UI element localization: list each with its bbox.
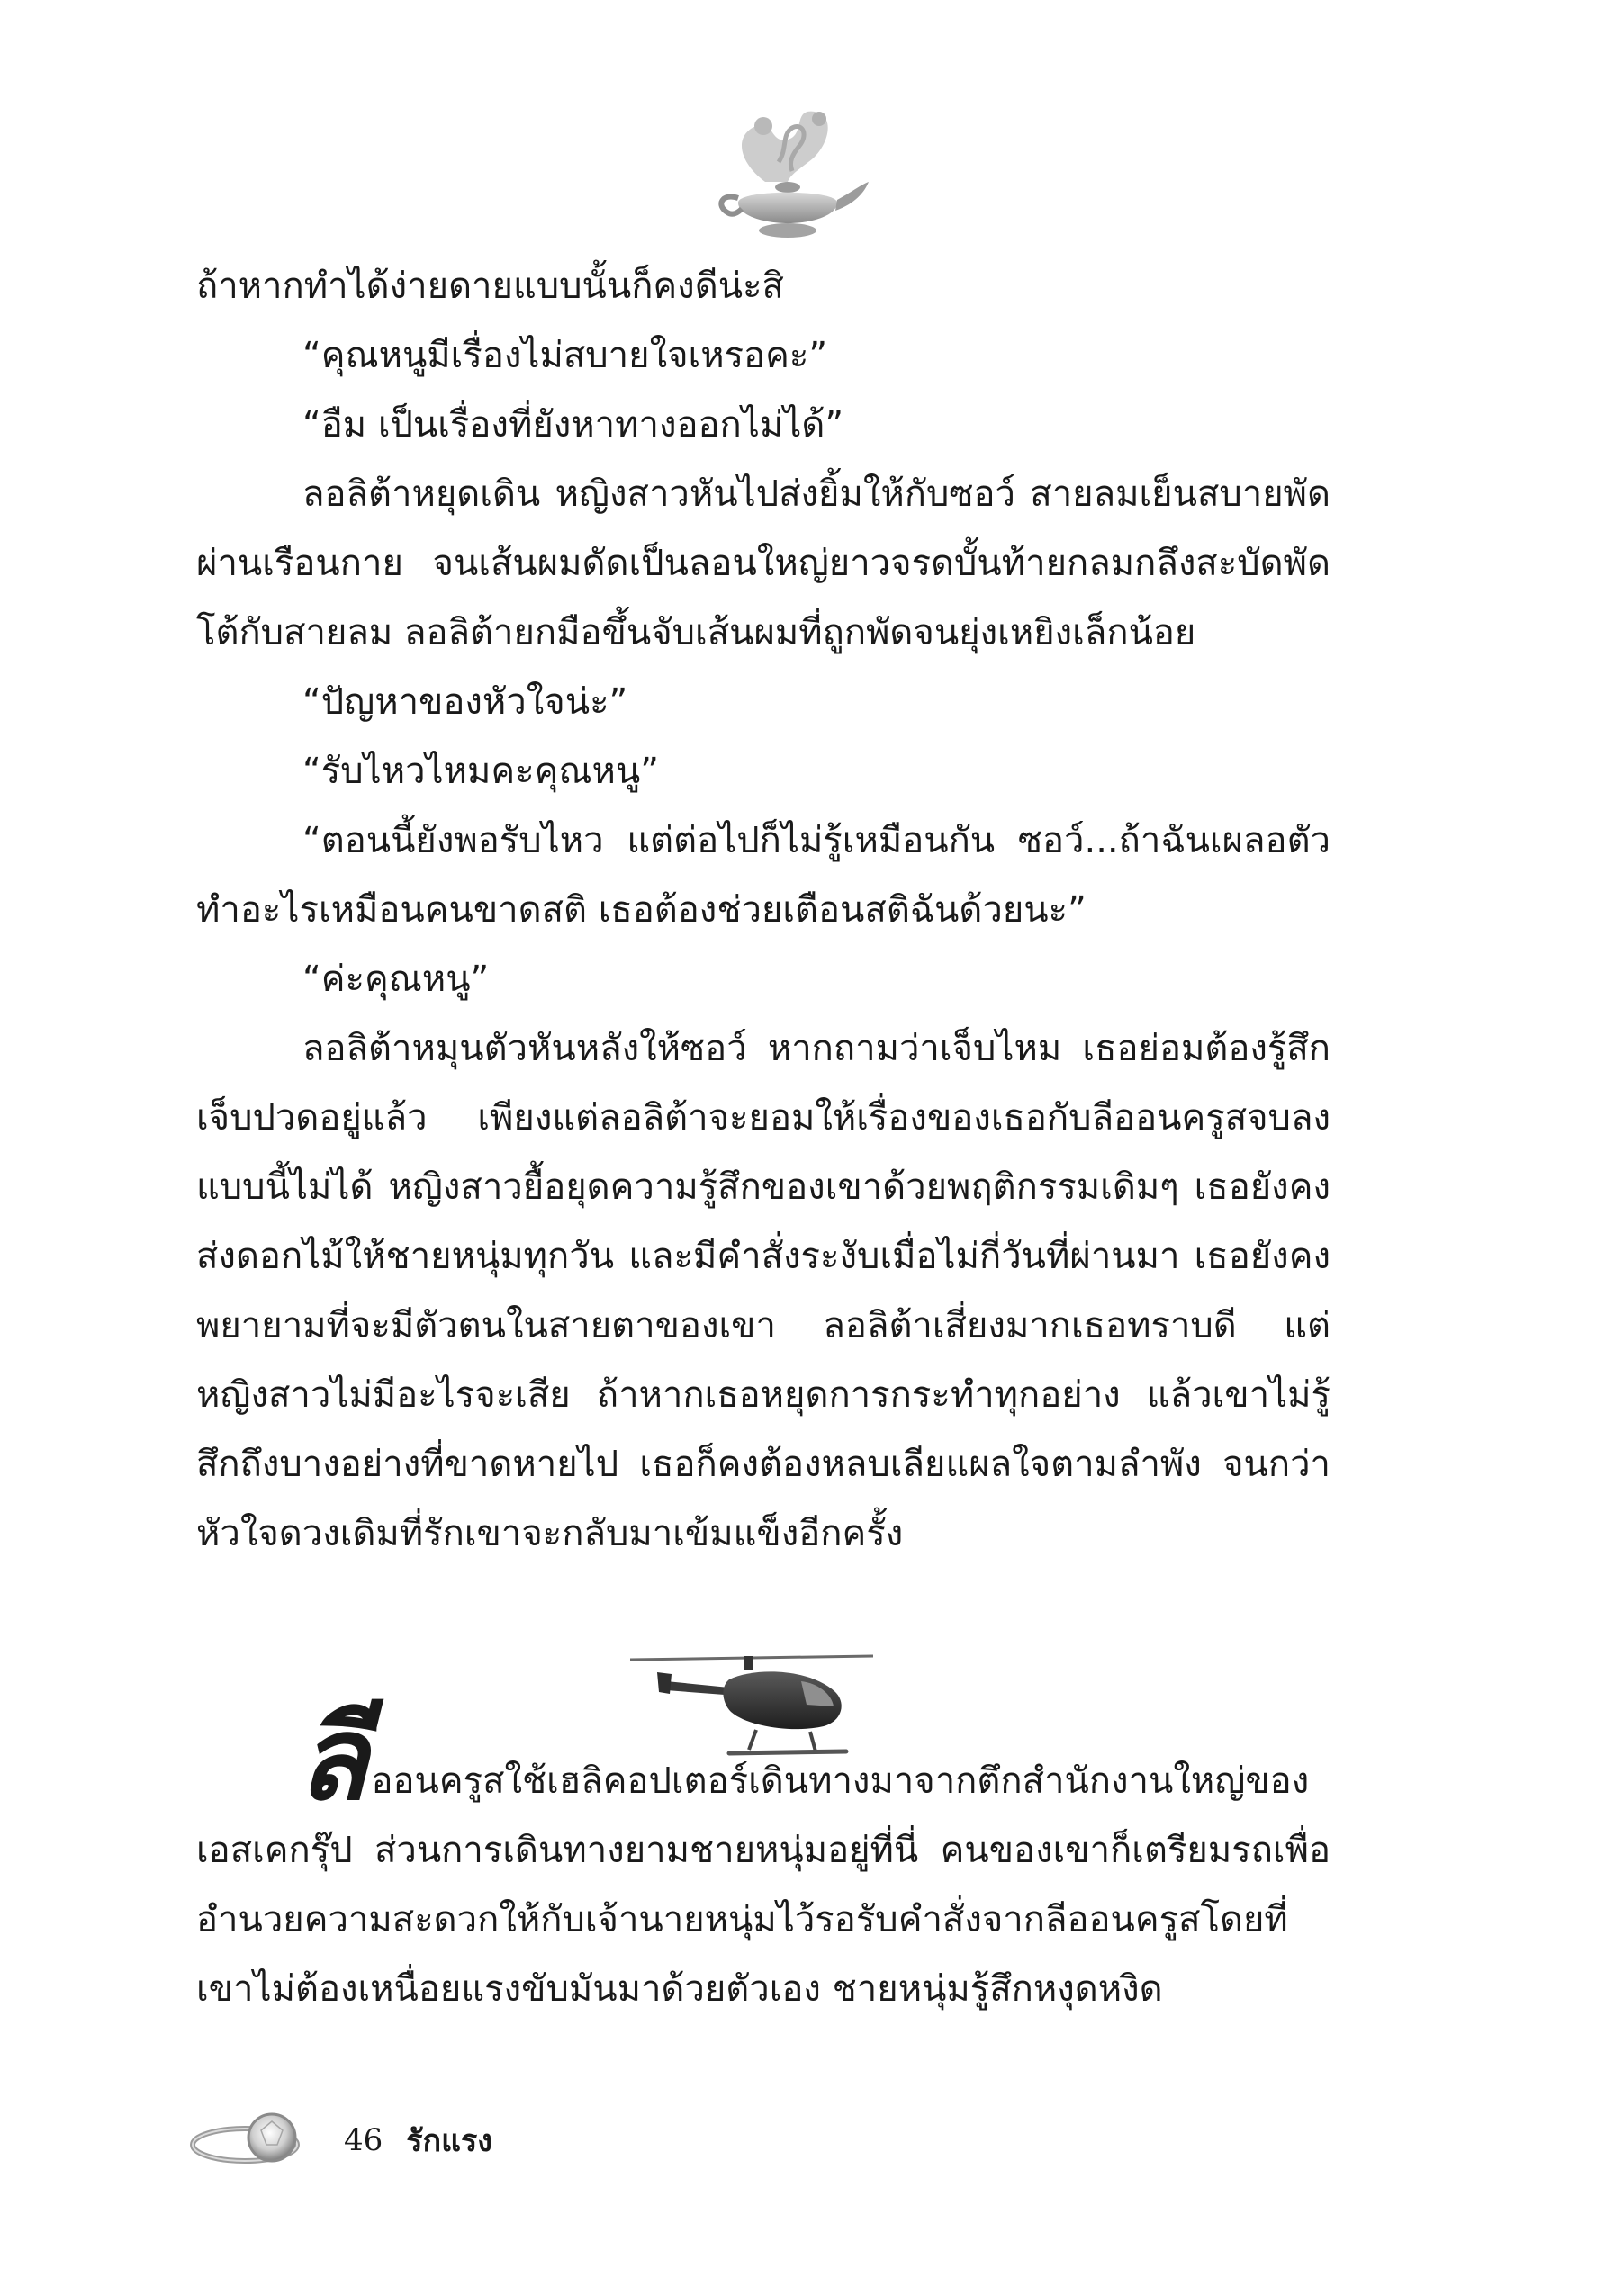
section-two [196,1692,1330,2024]
paragraph: ลอลิต้าหมุนตัวหันหลังให้ซอว์ หากถามว่าเจ็บไหม เธอย่อมต้องรู้สึกเจ็บปวดอยู่แล้ว เพียงแต่ลอลิต้าจะยอมให้เรื่องของเธอกับลีออนครูสจบลงแบบนี้ไม่ได้ หญิงสาวยื้อยุดความรู้สึกของเขาด้วยพฤติกรรมเดิมๆ เธอยังคงส่งดอกไม้ให้ชายหนุ่มทุกวัน และมีคำสั่งระงับเมื่อไม่กี่วันที่ผ่านมา เธอยังคงพยายามที่จะมีตัวตนในสายตาของเขา ลอลิต้าเสี่ยงมากเธอทราบดี แต่หญิงสาวไม่มีอะไรจะเสีย ถ้าหากเธอหยุดการกระทำทุกอย่าง แล้วเขาไม่รู้สึกถึงบางอย่างที่ขาดหายไป เธอก็คงต้องหลบเลียแผลใจตามลำพัง จนกว่าหัวใจดวงเดิมที่รักเขาจะกลับมาเข้มแข็งอีกครั้ง [196,1028,1330,1554]
paragraph-text: ออนครูสใช้เฮลิคอปเตอร์เดินทางมาจากตึกสำนักงานใหญ่ของเอสเคกรุ๊ป ส่วนการเดินทางยามชายหนุ่มอยู่ที่นี่ คนของเขาก็เตรียมรถเพื่ออำนวยความสะดวกให้กับเจ้านายหนุ่มไว้รอรับคำสั่งจากลีออนครูสโดยที่เขาไม่ต้องเหนื่อยแรงขับมันมาด้วยตัวเอง ชายหนุ่มรู้สึกหงุดหงิด [196,1760,1330,2010]
paragraph: “อืม เป็นเรื่องที่ยังหาทางออกไม่ได้” [302,404,844,446]
paragraph: ถ้าหากทำได้ง่ายดายแบบนั้นก็คงดีน่ะสิ [196,266,784,307]
drop-cap: ลี [297,1692,368,1826]
paragraph [196,1692,1330,2024]
body-text [196,252,1330,1569]
page-number: 46 [344,2122,383,2158]
paragraph: “ค่ะคุณหนู” [302,959,490,1000]
paragraph: “ตอนนี้ยังพอรับไหว แต่ต่อไปก็ไม่รู้เหมือนกัน ซอว์...ถ้าฉันเผลอตัวทำอะไรเหมือนคนขาดสติ เธอต้องช่วยเตือนสติฉันด้วยนะ” [196,820,1330,931]
paragraph: “คุณหนูมีเรื่องไม่สบายใจเหรอคะ” [302,335,828,376]
paragraph: “ปัญหาของหัวใจน่ะ” [302,681,628,723]
page-footer [189,2104,492,2176]
diamond-ring-icon [189,2109,324,2172]
paragraph: “รับไหวไหมคะคุณหนู” [302,751,659,792]
book-title: รักแรง [406,2123,492,2159]
magic-lamp-icon [702,99,873,243]
paragraph: ลอลิต้าหยุดเดิน หญิงสาวหันไปส่งยิ้มให้กับซอว์ สายลมเย็นสบายพัดผ่านเรือนกาย จนเส้นผมดัดเป็นลอนใหญ่ยาวจรดบั้นท้ายกลมกลึงสะบัดพัดโต้กับสายลม ลอลิต้ายกมือขึ้นจับเส้นผมที่ถูกพัดจนยุ่งเหยิงเล็กน้อย [196,473,1330,653]
